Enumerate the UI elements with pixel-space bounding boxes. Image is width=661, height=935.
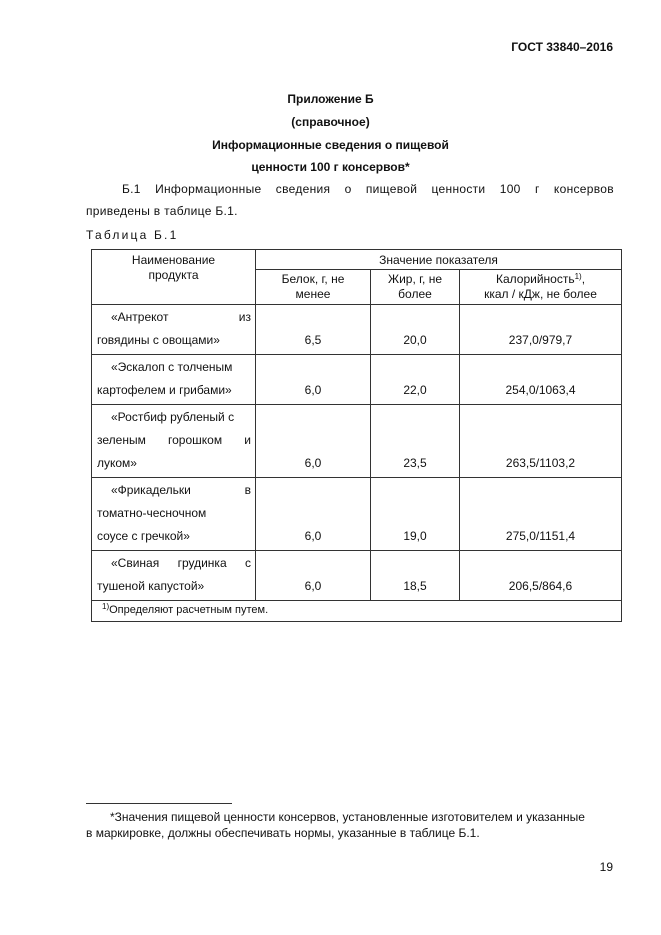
footnote-divider — [86, 803, 232, 804]
page-footnote-line2: в маркировке, должны обеспечивать нормы, указанные в таблице Б.1. — [86, 826, 480, 840]
intro-word: сведения — [275, 182, 331, 196]
header-product-name: Наименование продукта — [92, 250, 256, 305]
intro-line2: приведены в таблице Б.1. — [86, 204, 238, 218]
protein-value: 6,0 — [256, 478, 371, 551]
protein-value: 6,5 — [256, 305, 371, 355]
document-code: ГОСТ 33840–2016 — [511, 40, 613, 54]
table-row — [92, 405, 622, 478]
table-row — [92, 551, 622, 601]
fat-value: 20,0 — [371, 305, 460, 355]
calories-footnote-mark: 1) — [574, 272, 582, 281]
intro-word: пищевой — [365, 182, 418, 196]
page-footnote — [86, 809, 616, 841]
intro-word: консервов — [553, 182, 614, 196]
nutrition-table — [91, 249, 622, 622]
product-name-cell: «Фрикадельки в томатно-чесночном соусе с гречкой» — [92, 478, 256, 551]
table-label: Таблица Б.1 — [86, 228, 179, 242]
calories-value: 275,0/1151,4 — [460, 478, 622, 551]
table-row — [92, 305, 622, 355]
page-number: 19 — [599, 860, 613, 874]
page-footnote-line1: *Значения пищевой ценности консервов, установленные изготовителем и указанные — [110, 810, 585, 824]
protein-value: 6,0 — [256, 551, 371, 601]
calories-value: 254,0/1063,4 — [460, 355, 622, 405]
calories-value: 206,5/864,6 — [460, 551, 622, 601]
product-name-cell: «Ростбиф рубленый с зеленым горошком и луком» — [92, 405, 256, 478]
intro-word: 100 — [499, 182, 521, 196]
intro-paragraph — [86, 178, 614, 222]
table-row — [92, 478, 622, 551]
protein-value: 6,0 — [256, 405, 371, 478]
header-protein: Белок, г, не менее — [256, 270, 371, 305]
calories-value: 237,0/979,7 — [460, 305, 622, 355]
calories-value: 263,5/1103,2 — [460, 405, 622, 478]
header-calories-unit: ккал / кДж, не более — [484, 287, 597, 301]
fat-value: 19,0 — [371, 478, 460, 551]
appendix-caption-line1: Информационные сведения о пищевой — [212, 138, 449, 152]
intro-word: Информационные — [155, 182, 262, 196]
intro-word: г — [534, 182, 540, 196]
header-indicator-value: Значение показателя — [256, 250, 622, 270]
intro-word: ценности — [431, 182, 486, 196]
appendix-caption-line2: ценности 100 г консервов* — [251, 160, 410, 174]
product-name-cell: «Свиная грудинка с тушеной капустой» — [92, 551, 256, 601]
header-fat: Жир, г, не более — [371, 270, 460, 305]
product-name-cell: «Эскалоп с толченым картофелем и грибами» — [92, 355, 256, 405]
table-footnote: $^{1)}$Определяют расчетным путем. — [92, 601, 622, 622]
header-calories: Калорийность$^{1)}$, ккал / кДж, не более — [460, 270, 622, 305]
protein-value: 6,0 — [256, 355, 371, 405]
appendix-status: (справочное) — [291, 115, 370, 129]
footnote-mark: 1) — [102, 602, 110, 611]
product-name-cell: «Антрекот из говядины с овощами» — [92, 305, 256, 355]
fat-value: 18,5 — [371, 551, 460, 601]
intro-word: о — [344, 182, 352, 196]
table-row — [92, 355, 622, 405]
fat-value: 23,5 — [371, 405, 460, 478]
intro-word: Б.1 — [122, 182, 141, 196]
fat-value: 22,0 — [371, 355, 460, 405]
appendix-title: Приложение Б — [287, 92, 374, 106]
intro-line1 — [86, 178, 614, 200]
